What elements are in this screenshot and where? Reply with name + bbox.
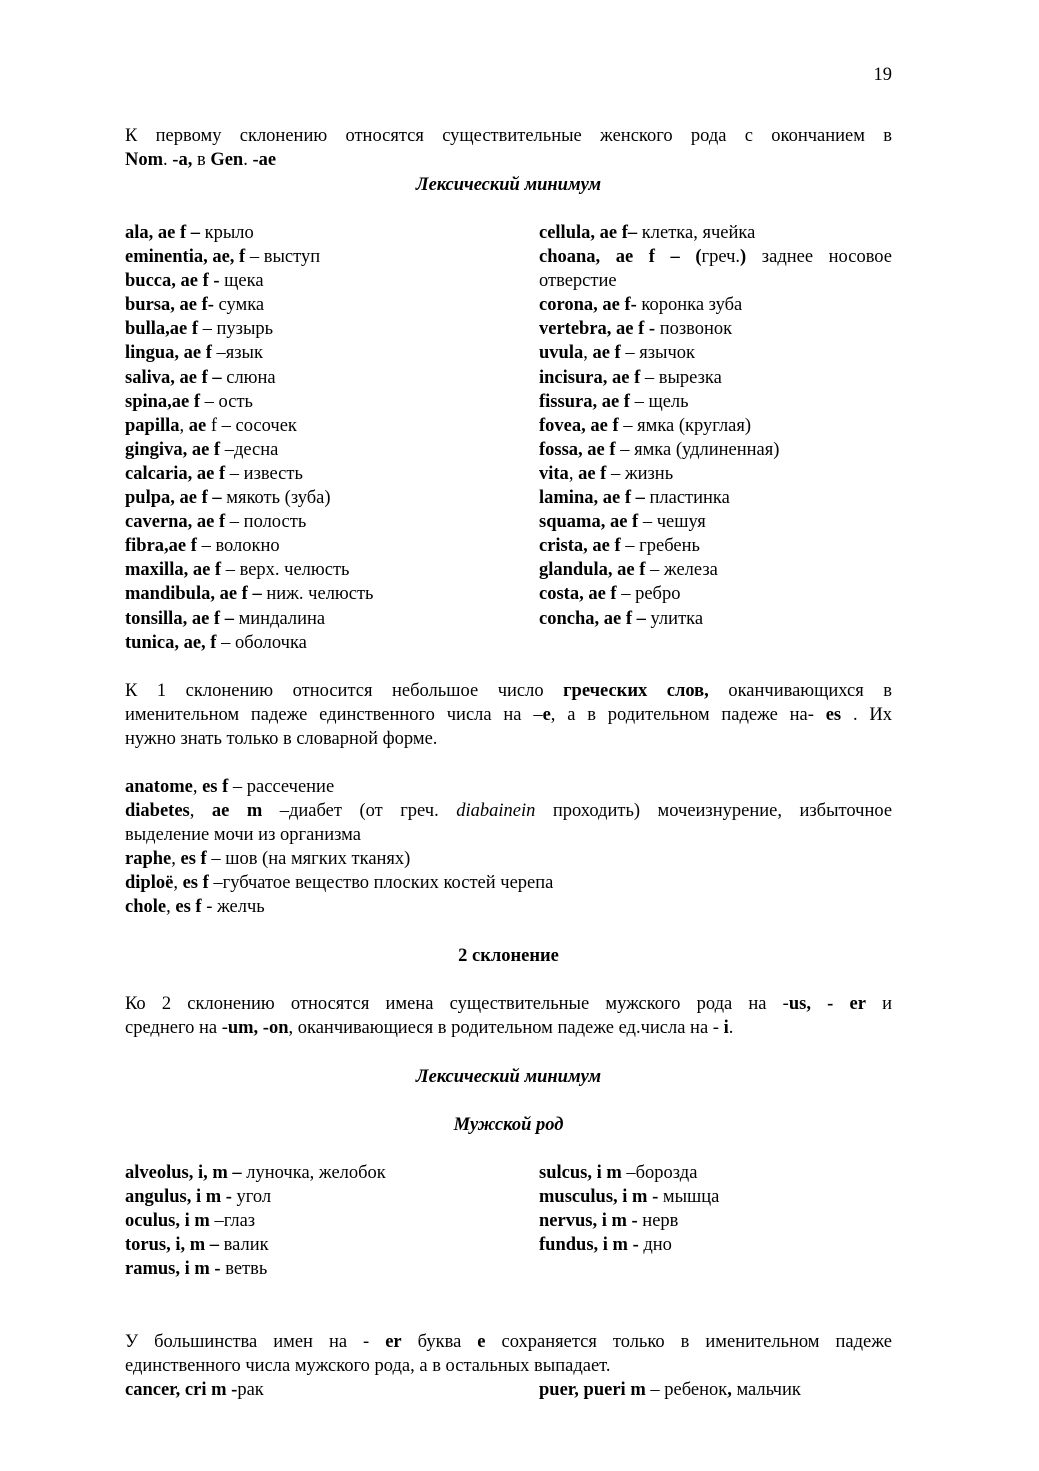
bold-term: bucca, ae f - [125,271,220,292]
vocab-entry [125,1233,525,1257]
second-declension-heading: 2 склонение [458,946,559,966]
bold-term: ( [695,247,702,268]
text-run: – жизнь [606,463,674,484]
text-run: f – сосочек [206,415,297,436]
bold-term: Gen [210,150,244,170]
text-run: рак [237,1380,264,1400]
text-run: , а в родительном падеже на- [550,705,826,725]
bold-term: chole [125,897,167,918]
text-run: нерв [637,1211,679,1232]
bold-term: nervus, i m - [539,1211,638,1232]
text-run: – железа [645,560,718,581]
bold-term: calcaria, ae f [125,463,226,484]
text-run: – полость [225,512,307,533]
bold-term: греческих слов, [563,681,709,701]
text-run: . [243,150,253,170]
bold-term: um, -on [227,1018,289,1038]
bold-term: anatome [125,777,193,797]
greek-paragraph-line-1 [125,679,892,703]
bold-term: bursa, ae f- [125,295,214,316]
bold-term: bulla,ae f [125,319,198,340]
text-run: – чешуя [638,512,706,533]
text-run: –губчатое вещество плоских костей черепа [208,873,554,894]
text-run: мышца [658,1187,720,1208]
bold-term: es f [175,897,202,918]
vocab-entry [125,871,892,895]
bold-term: -ae [252,150,277,170]
text-run: валик [219,1235,269,1256]
er-paragraph-line-2: единственного числа мужского рода, а в остальных выпадает. [125,1356,611,1376]
text-run: позвонок [655,319,733,340]
lexical-minimum-heading: Лексический минимум [415,175,602,195]
vocab-entry [539,341,892,365]
bold-term: sulcus, i m [539,1163,622,1183]
vocab-entry [539,390,892,414]
text-run: коронка зуба [636,295,743,316]
vocab-entry [539,221,892,245]
vocab-entry [539,1209,892,1233]
text-run: , [179,415,189,436]
bold-term: fovea, ae f [539,415,619,436]
bold-term: uvula [539,343,584,364]
vocab-entry [539,1185,892,1209]
text-run: слюна [221,367,276,388]
vocab-entry [125,245,525,269]
bold-term: maxilla, ae f [125,560,222,581]
vocab-column-left [125,221,525,655]
bold-term: e [542,705,551,725]
bold-term: ae f [578,463,607,484]
vocab-entry [125,607,525,631]
vocab-entry [125,799,892,823]
bold-term: ) [740,247,747,268]
bold-term: vita [539,463,569,484]
bold-term: tonsilla, ae f – [125,608,234,629]
text-run: выделение мочи из организма [125,825,361,846]
text-run: крыло [200,223,254,243]
er-word-right [539,1378,892,1402]
bold-term: crista, ae f [539,536,621,557]
bold-term: , [727,1380,732,1400]
bold-term: ae m [211,801,263,822]
text-run: ветвь [220,1259,268,1280]
vocab-entry [125,341,525,365]
vocab-entry [539,438,892,462]
text-run: – шов (на мягких тканях) [206,849,411,870]
page-number: 19 [873,65,892,85]
bold-term: saliva, ae f – [125,367,222,388]
bold-term: lingua, ae f [125,343,212,364]
bold-term: ae [188,415,207,436]
bold-term: Nom [125,150,164,170]
bold-term: angulus, i m - [125,1187,232,1208]
text-run: именительном падеже единственного числа на – [125,705,543,725]
masc-column-left [125,1161,525,1281]
text-run: дно [638,1235,672,1256]
intro-line-1: К первому склонению относятся существительные женского рода с окончанием в [125,126,892,146]
text-run: – пузырь [197,319,274,340]
vocab-entry [125,895,892,919]
text-run: в [192,150,211,170]
text-run: , [171,849,181,870]
text-run: . [728,1018,734,1038]
bold-term: vertebra, ae f - [539,319,656,340]
er-word-left [125,1378,525,1402]
masc-column-right [539,1161,892,1257]
text-run: оканчивающихся в [708,681,892,701]
vocab-entry [539,534,892,558]
text-run: –диабет (от греч. [262,801,457,822]
vocab-entry [125,582,525,606]
text-run: проходить) мочеизнурение, избыточное [535,801,893,822]
text-run: – язычок [620,343,696,364]
bold-term: ramus, i m - [125,1259,221,1280]
text-run: – верх. челюсть [221,560,350,581]
bold-term: concha, ae f – [539,608,646,629]
bold-term: gingiva, ae f [125,439,221,460]
bold-term: papilla [125,415,180,436]
bold-term: raphe [125,849,172,870]
bold-term: caverna, ae f [125,512,226,533]
vocab-entry [125,438,525,462]
bold-term: pulpa, ae f – [125,488,222,509]
text-run: и [865,994,892,1014]
greek-paragraph-line-2 [125,703,892,727]
text-run: мальчик [731,1380,801,1400]
vocab-entry [539,510,892,534]
text-run: – волокно [196,536,280,557]
text-run: – ость [200,391,253,412]
vocab-entry [125,293,525,317]
vocab-entry [125,366,525,390]
vocab-entry [539,558,892,582]
bold-term: es f [182,873,209,894]
text-run: заднее носовое отверстие [539,247,892,292]
text-run: – щель [629,391,689,412]
text-run: клетка, ячейка [637,223,756,243]
vocab-entry [125,1161,525,1185]
vocab-entry [539,607,892,631]
vocab-column-right [539,221,892,631]
vocab-entry [125,558,525,582]
vocab-entry [125,221,525,245]
italic-word: diabainein [456,801,536,822]
text-run: пластинка [644,488,730,509]
text-run: сохраняется только в именительном падеже [485,1332,892,1352]
vocab-entry [125,269,525,293]
text-run: – гребень [620,536,700,557]
greek-words-list [125,775,892,920]
vocab-entry [539,414,892,438]
bold-term: es f [202,777,229,797]
second-paragraph-line-2 [125,1016,892,1040]
text-run: миндалина [233,608,326,629]
bold-term: lamina, ae f – [539,488,645,509]
vocab-entry [125,631,525,655]
text-run: –десна [220,439,279,460]
text-run: У большинства имен на - [125,1332,386,1352]
text-run: , [173,873,183,894]
vocab-entry [125,390,525,414]
bold-term: alveolus, i, m – [125,1163,242,1183]
bold-term: choana, ae f – [539,247,680,268]
text-run: –борозда [621,1163,698,1183]
bold-term: torus, i, m – [125,1235,220,1256]
text-run: , [166,897,176,918]
bold-term: fissura, ae f [539,391,630,412]
vocab-entry [125,1209,525,1233]
text-run: щека [219,271,264,292]
bold-term: glandula, ae f [539,560,646,581]
text-run: улитка [645,608,704,629]
text-run: К 1 склонению относится небольшое число [125,681,564,701]
text-run: – ребенок [645,1380,728,1400]
second-paragraph-line-1 [125,992,892,1016]
vocab-entry [539,1161,892,1185]
text-run: – оболочка [216,632,307,653]
bold-term: ae f [592,343,621,364]
text-run: –глаз [209,1211,256,1232]
bold-term: tunica, ae, f [125,632,217,653]
vocab-entry [125,462,525,486]
vocab-entry [125,823,892,847]
text-run: греч. [701,247,741,268]
bold-term: ala, ae f – [125,223,201,243]
vocab-entry [125,775,892,799]
bold-term: corona, ae f- [539,295,637,316]
vocab-entry [539,1233,892,1257]
text-run: – известь [225,463,303,484]
bold-term: oculus, i m [125,1211,210,1232]
vocab-entry [539,486,892,510]
text-run: – выступ [245,247,321,268]
bold-term: -a, [172,150,193,170]
intro-line-2 [125,148,892,172]
bold-term: cancer, cri m - [125,1380,238,1400]
vocab-entry [539,582,892,606]
text-run: – вырезка [640,367,722,388]
vocab-entry [125,486,525,510]
text-run: Ко 2 склонению относятся имена существительные мужского рода на - [125,994,789,1014]
er-paragraph-line-1 [125,1330,892,1354]
greek-paragraph-line-3: нужно знать только в словарной форме. [125,729,438,749]
text-run: , [583,343,593,364]
bold-term: musculus, i m - [539,1187,659,1208]
text-run [680,247,696,267]
masculine-heading: Мужской род [453,1115,564,1135]
bold-term: er [385,1332,402,1352]
bold-term: i [723,1018,729,1038]
vocab-entry [125,414,525,438]
bold-term: squama, ae f [539,512,639,533]
bold-term: mandibula, ae f – [125,584,262,605]
text-run: . [163,150,173,170]
vocab-entry [125,510,525,534]
text-run: , [189,801,212,822]
bold-term: puer, pueri m [539,1380,646,1400]
text-run: , [192,777,203,797]
bold-term: us, - er [788,994,866,1014]
vocab-entry [539,293,892,317]
bold-term: fossa, ae f [539,439,616,460]
bold-term: incisura, ae f [539,367,641,388]
text-run: , [568,463,579,484]
bold-term: diploё [125,873,174,894]
vocab-entry [539,462,892,486]
vocab-entry [125,847,892,871]
vocab-entry [125,317,525,341]
bold-term: e [477,1332,486,1352]
text-run: – ребро [616,584,681,605]
lexical-minimum-heading-2: Лексический минимум [415,1067,602,1087]
vocab-entry [539,317,892,341]
text-run: - желчь [201,897,265,918]
vocab-entry [539,245,892,293]
text-run: – ямка (удлиненная) [615,439,780,460]
bold-term: diabetes [125,801,190,822]
vocab-entry [125,1257,525,1281]
bold-term: eminentia, ae, f [125,247,246,268]
vocab-entry [125,534,525,558]
text-run: –язык [211,343,263,364]
text-run: мякоть (зуба) [221,488,331,509]
bold-term: costa, ae f [539,584,617,605]
text-run: сумка [213,295,265,316]
text-run: , оканчивающиеся в родительном падеже ед.числа на - [288,1018,724,1038]
bold-term: fundus, i m - [539,1235,639,1256]
text-run: луночка, желобок [241,1163,386,1183]
text-run: угол [231,1187,272,1208]
text-run: – рассечение [228,777,335,797]
bold-term: cellula, ae f– [539,223,638,243]
text-run: . Их [841,705,892,725]
text-run: среднего на - [125,1018,228,1038]
bold-term: spina,ae f [125,391,201,412]
bold-term: es f [180,849,207,870]
vocab-entry [539,366,892,390]
bold-term: es [825,705,842,725]
text-run: ниж. челюсть [261,584,374,605]
bold-term: fibra,ae f [125,536,197,557]
text-run: – ямка (круглая) [618,415,752,436]
text-run: буква [401,1332,478,1352]
vocab-entry [125,1185,525,1209]
